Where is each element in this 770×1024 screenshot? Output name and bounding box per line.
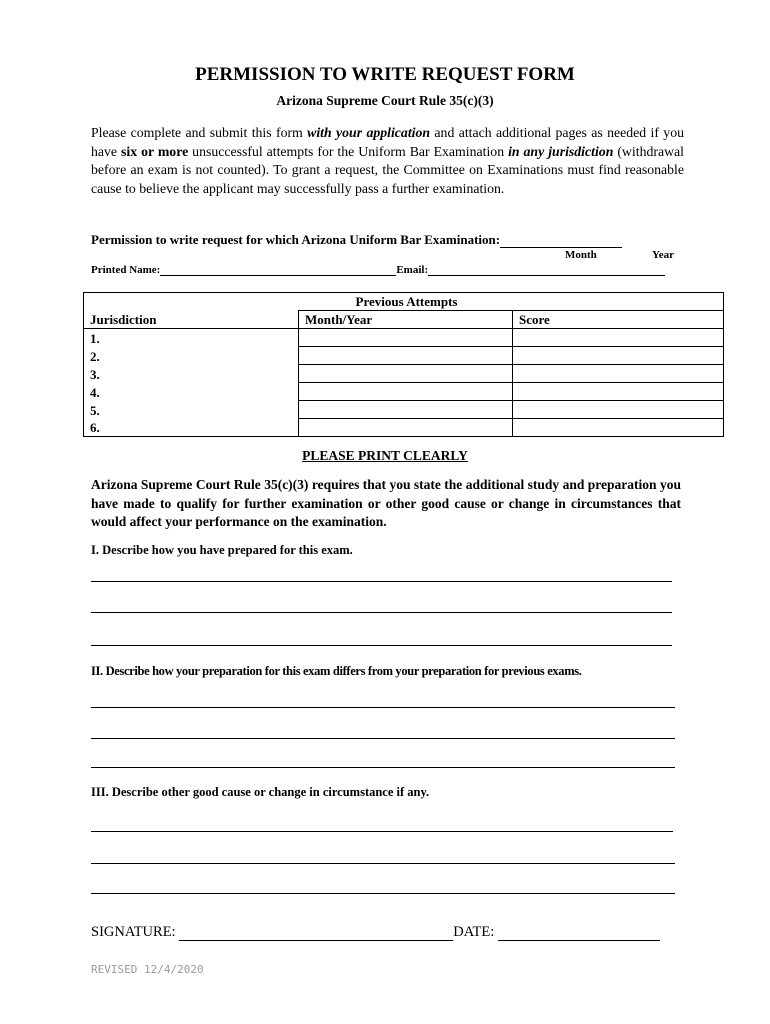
- score-cell[interactable]: [513, 419, 724, 437]
- form-title: PERMISSION TO WRITE REQUEST FORM: [195, 64, 575, 85]
- printed-name-field[interactable]: [160, 264, 396, 276]
- answer-1-line-2[interactable]: [91, 612, 672, 613]
- signature-field[interactable]: [179, 925, 453, 941]
- year-label: Year: [652, 249, 674, 261]
- revision-footer: REVISED 12/4/2020: [91, 963, 204, 976]
- answer-3-line-3[interactable]: [91, 893, 675, 894]
- intro-emphasis-jurisdiction: in any jurisdiction: [508, 143, 614, 159]
- email-label: Email:: [396, 264, 429, 276]
- form-subtitle: Arizona Supreme Court Rule 35(c)(3): [276, 93, 494, 108]
- table-row: [84, 365, 724, 383]
- row-number: 3.: [84, 365, 299, 383]
- exam-request-row: [91, 232, 622, 248]
- exam-date-field[interactable]: [500, 233, 622, 248]
- date-label: DATE:: [453, 924, 495, 940]
- row-number: 2.: [84, 347, 299, 365]
- table-row: [84, 383, 724, 401]
- score-cell[interactable]: [513, 365, 724, 383]
- column-header-score: Score: [513, 311, 724, 329]
- table-row: [84, 347, 724, 365]
- email-field[interactable]: [428, 264, 665, 276]
- question-3: III. Describe other good cause or change in circumstance if any.: [91, 785, 430, 799]
- intro-text-1: Please complete and submit this form: [91, 125, 308, 140]
- signature-row: [91, 924, 660, 941]
- intro-emphasis-application: with your application: [307, 125, 431, 140]
- month-year-cell[interactable]: [299, 401, 513, 419]
- answer-3-line-1[interactable]: [91, 831, 673, 832]
- row-number: 4.: [84, 383, 299, 401]
- answer-1-line-1[interactable]: [91, 581, 672, 582]
- question-1: I. Describe how you have prepared for this exam.: [91, 543, 353, 557]
- month-year-cell[interactable]: [299, 365, 513, 383]
- intro-text-2: and attach additional pages as needed if you have: [91, 125, 684, 159]
- intro-text-4: (withdrawal before an exam is not counted). To grant a request, the Committee on Examinations must find reasonable cause to believe the applicant may successfully pass a further examination.: [91, 143, 684, 196]
- intro-text-3: unsuccessful attempts for the Uniform Bar Examination: [188, 143, 509, 159]
- printed-name-label: Printed Name:: [91, 264, 161, 276]
- answer-1-line-3[interactable]: [91, 645, 672, 646]
- previous-attempts-table: [83, 292, 724, 437]
- answer-2-line-3[interactable]: [91, 767, 675, 768]
- table-title: Previous Attempts: [84, 293, 724, 311]
- score-cell[interactable]: [513, 401, 724, 419]
- score-cell[interactable]: [513, 347, 724, 365]
- table-row: [84, 419, 724, 437]
- score-cell[interactable]: [513, 383, 724, 401]
- column-header-month-year: Month/Year: [299, 311, 513, 329]
- score-cell[interactable]: [513, 329, 724, 347]
- date-field[interactable]: [498, 925, 660, 941]
- exam-request-label: Permission to write request for which Arizona Uniform Bar Examination:: [91, 232, 501, 247]
- name-email-row: [91, 264, 665, 276]
- row-number: 6.: [84, 419, 299, 437]
- table-row: [84, 329, 724, 347]
- month-year-cell[interactable]: [299, 419, 513, 437]
- answer-3-line-2[interactable]: [91, 863, 675, 864]
- table-row: [84, 401, 724, 419]
- signature-label: SIGNATURE:: [91, 924, 176, 940]
- month-label: Month: [565, 249, 597, 261]
- month-year-cell[interactable]: [299, 347, 513, 365]
- month-year-cell[interactable]: [299, 329, 513, 347]
- column-header-jurisdiction: Jurisdiction: [84, 311, 299, 329]
- row-number: 5.: [84, 401, 299, 419]
- print-clearly-heading: PLEASE PRINT CLEARLY: [302, 448, 468, 463]
- answer-2-line-2[interactable]: [91, 738, 675, 739]
- intro-paragraph: [91, 124, 684, 198]
- question-2: II. Describe how your preparation for this exam differs from your preparation for previous exams.: [91, 664, 582, 678]
- row-number: 1.: [84, 329, 299, 347]
- rule-paragraph: Arizona Supreme Court Rule 35(c)(3) requires that you state the additional study and preparation you have made to qualify for further examination or other good cause or change in circumstances that would affect your performance on the examination.: [91, 477, 681, 529]
- answer-2-line-1[interactable]: [91, 707, 675, 708]
- intro-emphasis-six: six or more: [121, 143, 189, 159]
- month-year-cell[interactable]: [299, 383, 513, 401]
